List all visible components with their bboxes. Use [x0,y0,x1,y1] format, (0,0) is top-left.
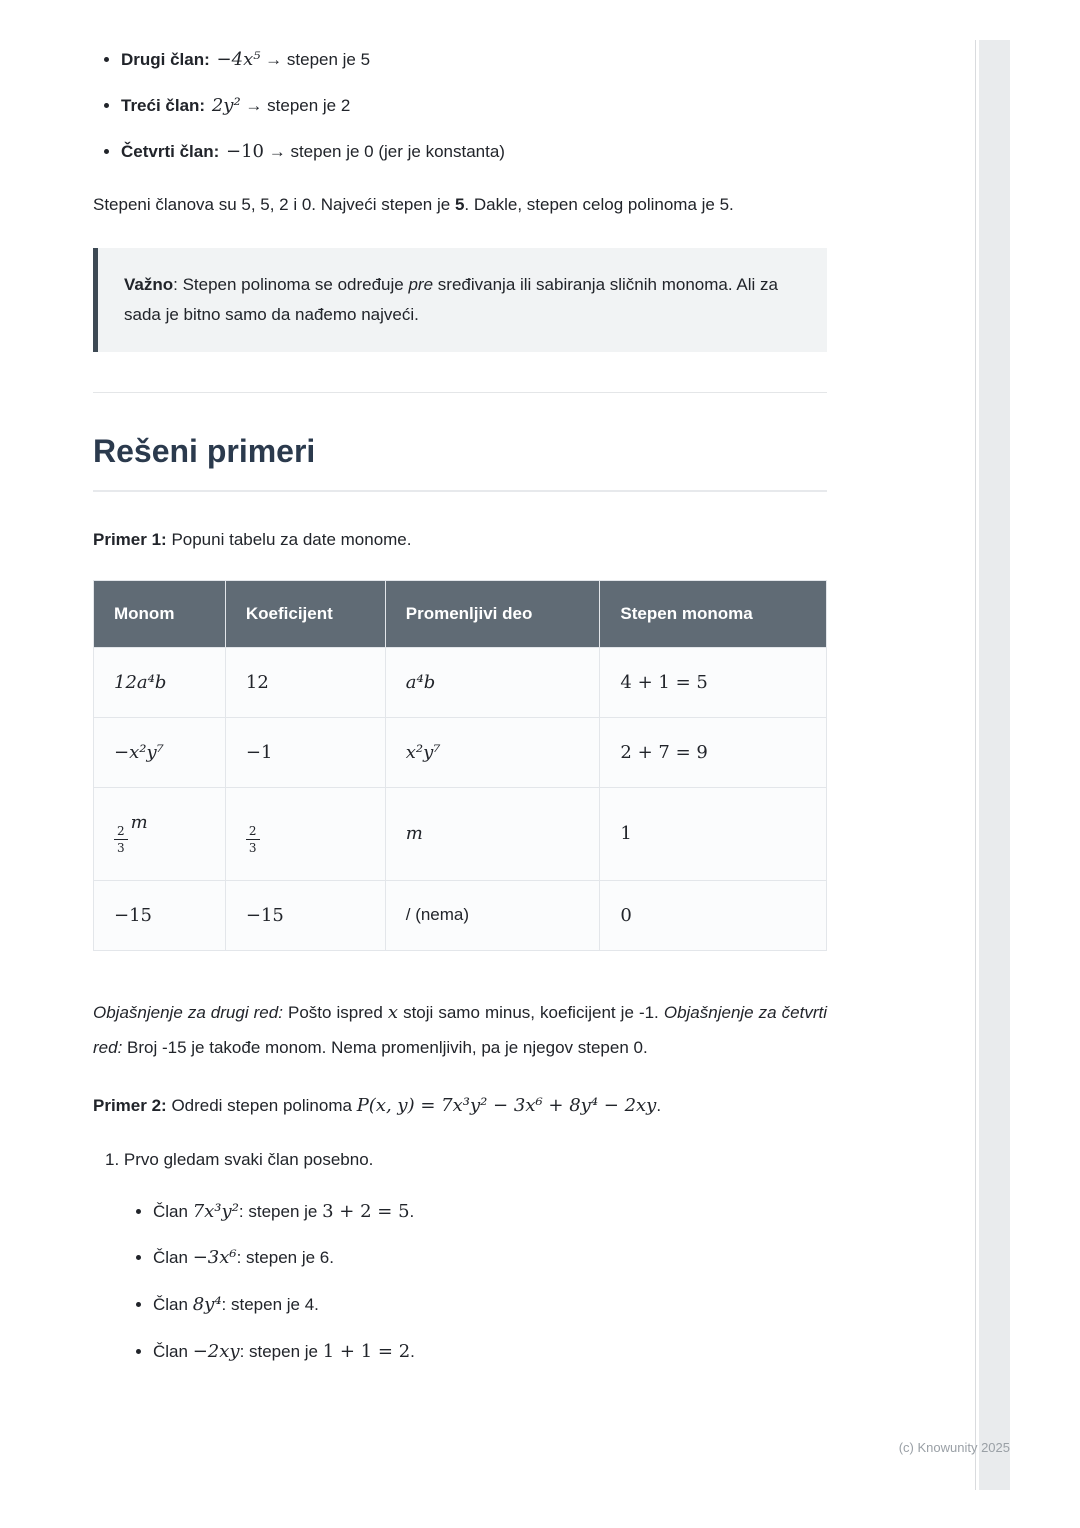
clan-math-2: 1 + 1 = 2 [322,1340,411,1362]
term-label: Drugi član: [121,50,210,69]
table-cell-promenljivi [385,880,600,950]
clan-math-2: 3 + 2 = 5 [322,1200,410,1222]
term-math: −4x⁵ [216,49,261,70]
stepen-value: 2 + 7 = 9 [620,741,708,763]
explanation-lead-1: Objašnjenje za drugi red: [93,1002,283,1022]
clan-mid: : stepen je 4. [221,1295,319,1315]
term-text: → stepen je 0 (jer je konstanta) [268,141,505,161]
table-cell-stepen [600,787,827,880]
summary-pre: Stepeni članova su 5, 5, 2 i 0. Najveći stepen je [93,195,451,215]
table-cell-monom [94,647,226,717]
important-note [93,248,827,352]
monom-value [114,811,148,856]
primer2-intro [93,1091,827,1121]
scrollbar-track[interactable] [979,40,1010,1490]
promenljivi-value: / (nema) [405,905,470,925]
explanation-lead-2: Objašnjenje za četvrti red: [93,1002,827,1057]
stepen-value: 4 + 1 = 5 [620,671,708,693]
clan-pre: Član [153,1248,188,1268]
table-cell-koeficijent [225,880,385,950]
explanation-text: Pošto ispred [288,1002,383,1022]
list-item [121,46,827,75]
clan-math: 7x³y² [192,1200,239,1222]
clan-pre: Član [153,1295,188,1315]
primer1-text: Popuni tabelu za date monome. [171,529,412,549]
table-cell-stepen [600,647,827,717]
note-label: Važno [124,275,174,295]
step-item-1 [93,1146,827,1173]
column-header-koeficijent: Koeficijent [225,580,385,647]
clan-mid: : stepen je [239,1341,319,1361]
table-row [94,880,827,950]
list-item [153,1338,827,1367]
fraction-denominator: 3 [248,841,257,856]
list-item [153,1244,827,1273]
term-degree-list [93,46,827,166]
clan-pre: Član [153,1201,188,1221]
table-cell-promenljivi [385,717,600,787]
note-pre: : Stepen polinoma se određuje [173,275,404,295]
note-post: sređivanja ili sabiranja sličnih monoma. Ali za sada je bitno samo da nađemo najveći. [124,275,778,325]
fraction [114,824,128,856]
summary-bold: 5 [454,195,465,215]
degree-summary [93,188,827,222]
clan-mid: : stepen je [238,1201,318,1221]
fraction-numerator: 2 [246,824,260,840]
table-cell-stepen [600,880,827,950]
table-cell-monom [94,880,226,950]
step-number: 1. [105,1150,120,1170]
promenljivi-value: m [405,823,423,845]
clan-pre: Član [153,1341,188,1361]
promenljivi-value: x²y⁷ [405,741,441,763]
term-math: −10 [225,140,264,162]
explanation-text: stoji samo minus, koeficijent je -1. [403,1002,659,1022]
table-cell-koeficijent [225,787,385,880]
koeficijent-value: −15 [245,904,284,926]
monom-table [93,580,827,951]
inline-math-x: x [387,1001,399,1023]
table-row [94,787,827,880]
fraction [246,824,260,856]
fraction-denominator: 3 [117,841,125,856]
koeficijent-value: −1 [245,741,273,763]
term-text: → stepen je 5 [265,50,371,69]
column-header-stepen-monoma: Stepen monoma [600,580,827,647]
monom-value: −15 [114,904,152,926]
table-cell-monom [94,787,226,880]
table-cell-monom [94,717,226,787]
list-item [121,92,827,121]
koeficijent-value: 12 [245,671,269,693]
clan-degree-list [93,1198,827,1367]
primer1-label: Primer 1: [93,529,167,549]
list-item [153,1291,827,1320]
table-cell-koeficijent [225,647,385,717]
clan-mid: : stepen je 6. [236,1248,334,1268]
table-header-row [94,580,827,647]
column-header-monom: Monom [94,580,226,647]
note-italic: pre [408,275,434,295]
table-cell-promenljivi [385,647,600,717]
fraction-numerator: 2 [114,824,128,840]
explanation-text: Broj -15 je takođe monom. Nema promenljivih, pa je njegov stepen 0. [127,1037,648,1057]
column-header-promenljivi-deo: Promenljivi deo [385,580,600,647]
section-title: Rešeni primeri [93,415,827,492]
document-content [93,46,827,1385]
primer2-label: Primer 2: [93,1095,167,1115]
term-math: 2y² [211,94,241,116]
row-explanations [93,995,827,1065]
page-edge-divider [975,40,976,1490]
list-item [121,138,827,167]
monom-value: 12a⁴b [114,671,167,693]
term-text: → stepen je 2 [245,95,351,115]
promenljivi-value: a⁴b [405,671,436,693]
divider [93,392,827,393]
copyright-notice: (c) Knowunity 2025 [898,1440,1010,1455]
table-cell-promenljivi [385,787,600,880]
primer1-intro [93,526,827,554]
clan-post: . [410,1341,415,1361]
stepen-value: 1 [620,823,632,845]
table-cell-stepen [600,717,827,787]
summary-post: . Dakle, stepen celog polinoma je 5. [464,195,734,215]
stepen-value: 0 [620,904,632,926]
clan-post: . [409,1201,415,1221]
term-label: Četvrti član: [121,141,220,161]
clan-math: −2xy [192,1340,240,1362]
primer2-period: . [656,1095,662,1115]
step-text: Prvo gledam svaki član posebno. [123,1150,374,1170]
list-item [153,1198,827,1227]
primer2-text: Odredi stepen polinoma [171,1095,352,1115]
monom-variable: m [130,811,148,833]
monom-value: −x²y⁷ [114,741,164,763]
table-row [94,717,827,787]
polynomial-expression: P(x, y) = 7x³y² − 3x⁶ + 8y⁴ − 2xy [356,1094,657,1116]
term-label: Treći član: [121,95,206,115]
clan-math: 8y⁴ [192,1294,222,1316]
koeficijent-value [246,812,263,856]
table-cell-koeficijent [225,717,385,787]
clan-math: −3x⁶ [192,1247,237,1269]
table-row [94,647,827,717]
